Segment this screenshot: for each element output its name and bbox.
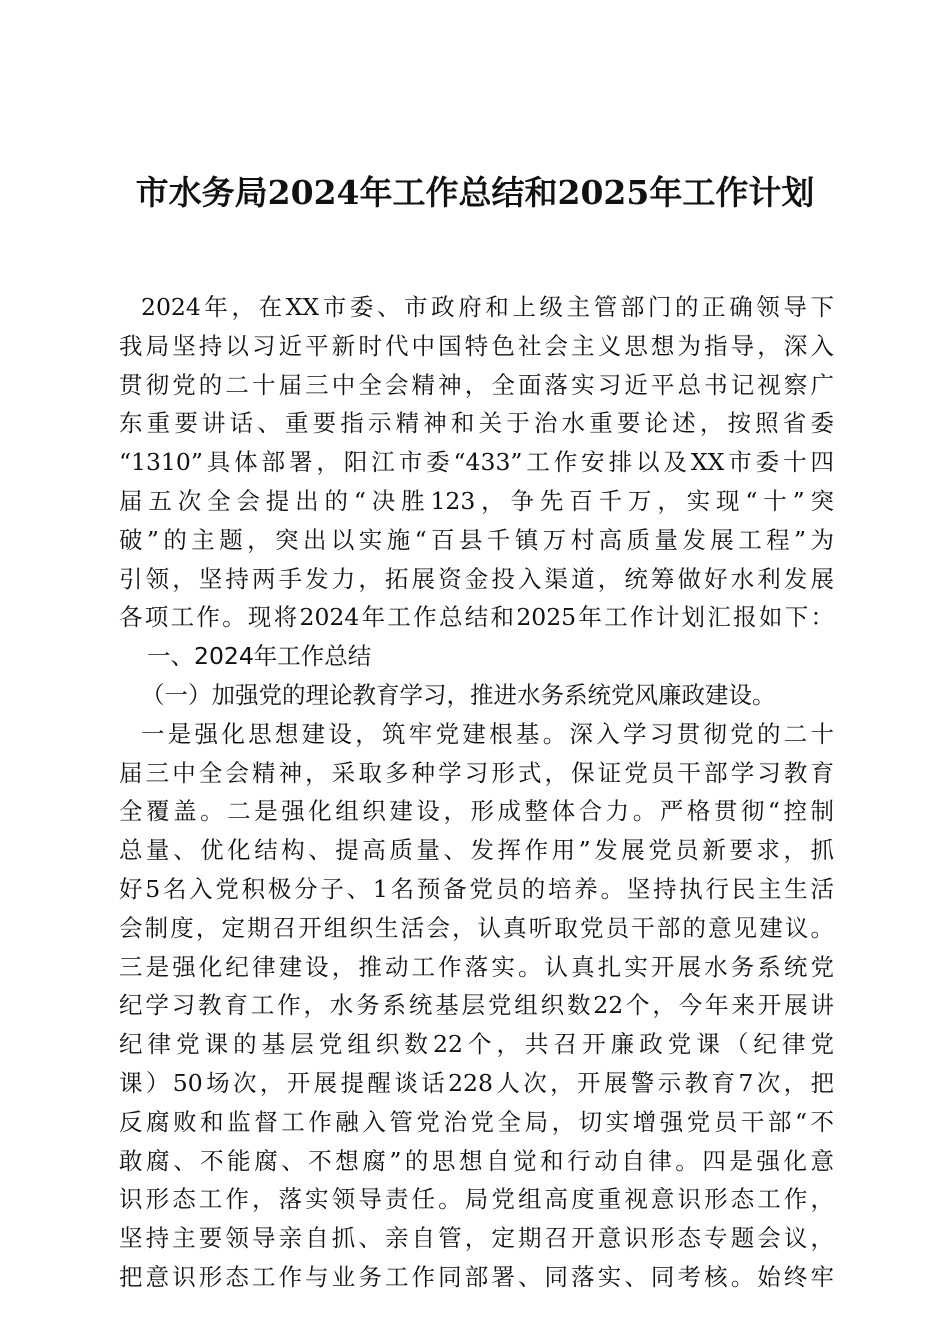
body-line: 全覆盖。二是强化组织建设，形成整体合力。严格贯彻“控制 bbox=[119, 797, 834, 826]
body-line: 贯彻党的二十届三中全会精神，全面落实习近平总书记视察广 bbox=[119, 370, 834, 399]
body-line: 2024年，在XX市委、市政府和上级主管部门的正确领导下 bbox=[141, 293, 834, 321]
body-line: 课）50场次，开展提醒谈话228人次，开展警示教育7次，把 bbox=[119, 1068, 834, 1097]
subsection-heading: （一）加强党的理论教育学习，推进水务系统党风廉政建设。 bbox=[141, 680, 776, 709]
body-line: 届三中全会精神，采取多种学习形式，保证党员干部学习教育 bbox=[119, 758, 834, 787]
body-line: 三是强化纪律建设，推动工作落实。认真扎实开展水务系统党 bbox=[119, 952, 834, 981]
body-line: 坚持主要领导亲自抓、亲自管，定期召开意识形态专题会议， bbox=[119, 1224, 834, 1253]
body-line: 东重要讲话、重要指示精神和关于治水重要论述，按照省委 bbox=[119, 409, 834, 438]
body-line: 引领，坚持两手发力，拓展资金投入渠道，统筹做好水利发展 bbox=[119, 564, 834, 593]
body-line: 总量、优化结构、提高质量、发挥作用”发展党员新要求，抓 bbox=[119, 836, 834, 865]
document-body bbox=[119, 288, 834, 1297]
body-line: 敢腐、不能腐、不想腐”的思想自觉和行动自律。四是强化意 bbox=[119, 1146, 834, 1175]
body-line: 把意识形态工作与业务工作同部署、同落实、同考核。始终牢 bbox=[119, 1262, 834, 1291]
body-line: 纪学习教育工作，水务系统基层党组织数22个，今年来开展讲 bbox=[119, 991, 834, 1020]
body-line: 识形态工作，落实领导责任。局党组高度重视意识形态工作， bbox=[119, 1185, 834, 1214]
body-line: 届五次全会提出的“决胜123，争先百千万，实现“十”突 bbox=[119, 486, 834, 515]
body-line: 我局坚持以习近平新时代中国特色社会主义思想为指导，深入 bbox=[119, 331, 834, 360]
document-title: 市水务局2024年工作总结和2025年工作计划 bbox=[135, 173, 815, 212]
body-line: 纪律党课的基层党组织数22个，共召开廉政党课（纪律党 bbox=[119, 1030, 834, 1059]
body-line: “1310”具体部署，阳江市委“433”工作安排以及XX市委十四 bbox=[119, 448, 834, 477]
section-heading: 一、2024年工作总结 bbox=[147, 642, 372, 671]
body-line: 破”的主题，突出以实施“百县千镇万村高质量发展工程”为 bbox=[119, 525, 834, 554]
body-line: 各项工作。现将2024年工作总结和2025年工作计划汇报如下： bbox=[119, 603, 834, 632]
body-line: 好5名入党积极分子、1名预备党员的培养。坚持执行民主生活 bbox=[119, 874, 834, 903]
body-line: 一是强化思想建设，筑牢党建根基。深入学习贯彻党的二十 bbox=[141, 719, 834, 748]
body-line: 会制度，定期召开组织生活会，认真听取党员干部的意见建议。 bbox=[119, 913, 834, 942]
body-line: 反腐败和监督工作融入管党治党全局，切实增强党员干部“不 bbox=[119, 1107, 834, 1136]
